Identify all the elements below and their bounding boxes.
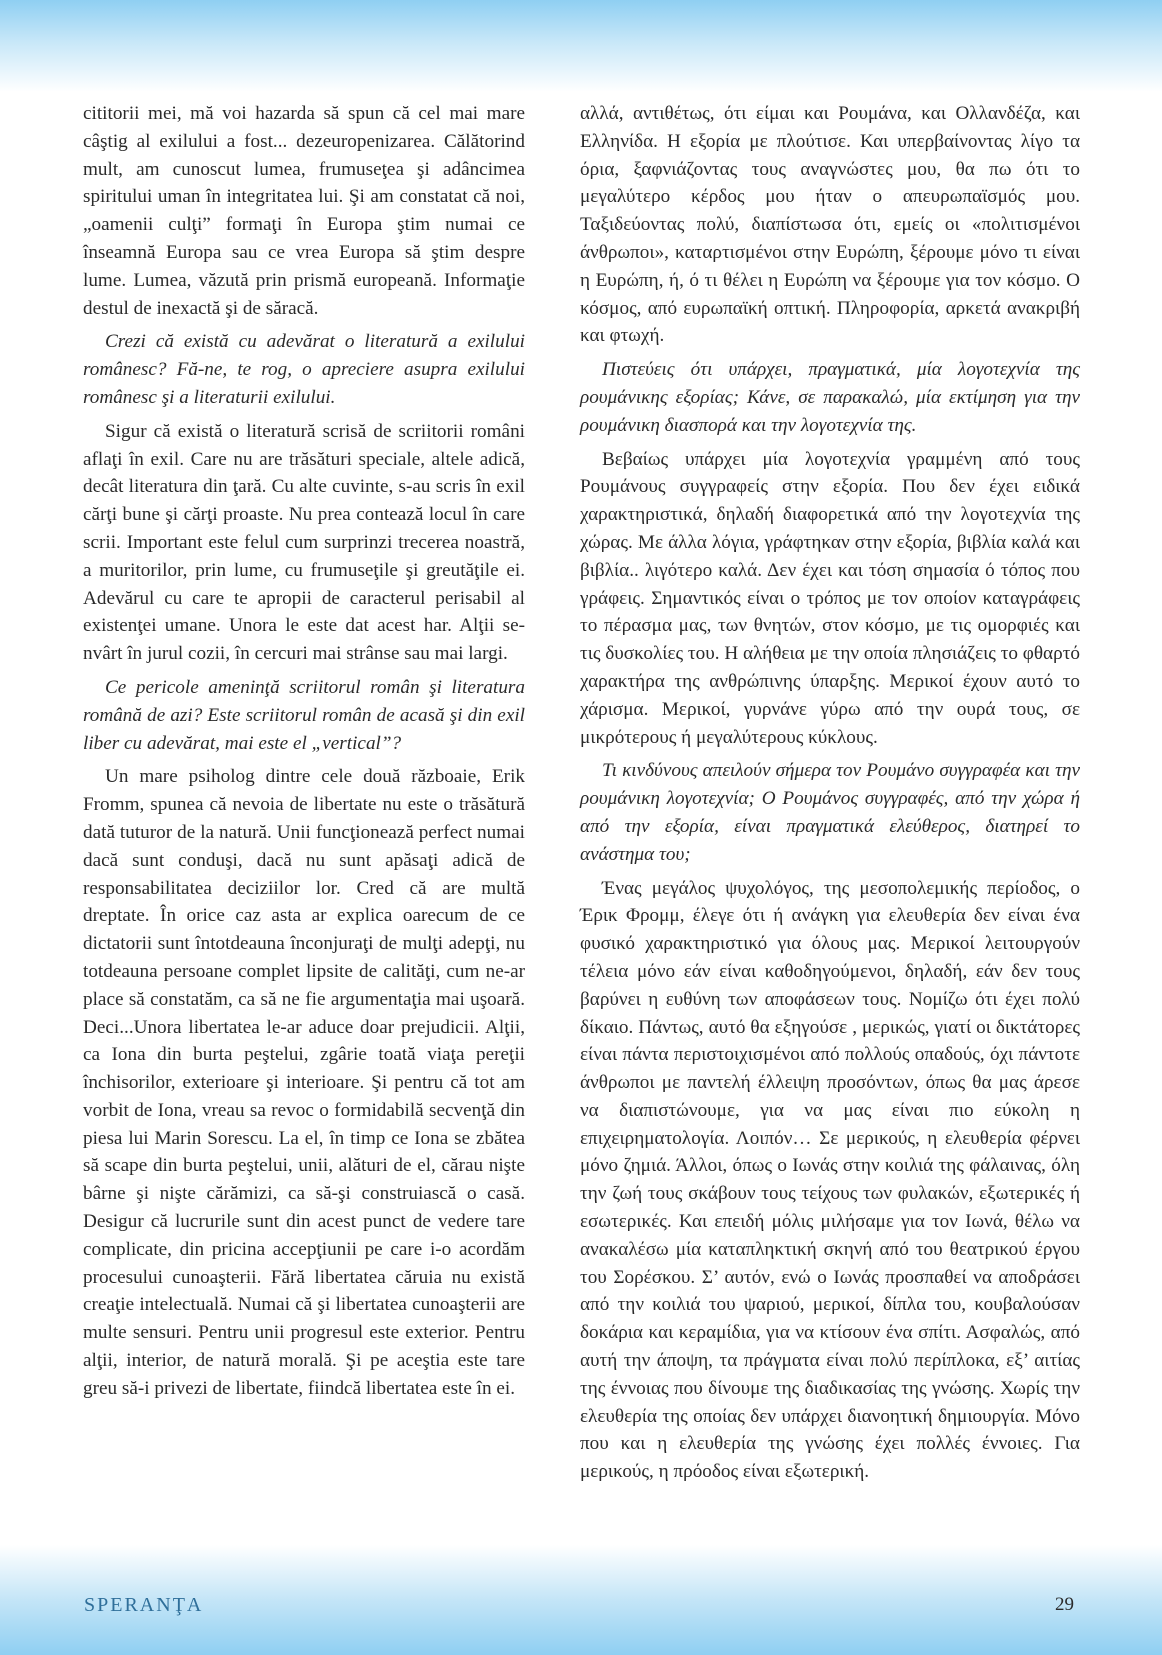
ro-answer-2: Un mare psiholog dintre cele două războaie, Erik Fromm, spunea că nevoia de libertate nu este o trăsătură dată tuturor de la natură. Unii funcţionează perfect numai dacă sunt conduşi, dacă nu sunt apăsaţi adică de responsabilitatea deciziilor lor. Cred că are multă dreptate. În orice caz asta ar explica oarecum de ce dictatorii sunt întotdeauna înconjuraţi de mulţi adepţi, nu totdeauna persoane complet lipsite de calităţi, cum ne-ar place să constatăm, ca să ne fie argumentaţia mai uşoară. Deci...Unora libertatea le-ar aduce doar prejudicii. Alţii, ca Iona din burta peştelui, zgârie toată viaţa pereţii închisorilor, exterioare şi interioare. Şi pentru că tot am vorbit de Iona, vreau sa revoc o formidabilă secvenţă din piesa lui Marin Sorescu. La el, în timp ce Iona se zbătea să scape din burta peştelui, unii, alături de el, cărau nişte bârne şi nişte cărămizi, ca să-şi construiască o casă. Desigur că lucrurile sunt din acest punct de vedere tare complicate, din pricina accepţiunii pe care i-o acordăm procesului cunoaşterii. Fără libertatea căruia nu există creaţie intelectuală. Numai că şi libertatea cunoaşterii are multe sensuri. Pentru unii progresul este exterior. Pentru alţii, interior, de natură morală. Şi pe aceştia este tare greu să-i privezi de libertate, fiindcă libertatea este în ei. — [83, 766, 525, 1399]
top-decorative-band — [0, 0, 1162, 92]
gr-question-1: Πιστεύεις ότι υπάρχει, πραγματικά, μία λογοτεχνία της ρουμάνικης εξορίας; Κάνε, σε παρακαλώ, μία εκτίμηση για την ρουμάνικη διασπορά και την λογοτεχνία της. — [580, 359, 1080, 436]
gr-answer-1: Βεβαίως υπάρχει μία λογοτεχνία γραμμένη από τους Ρουμάνους συγγραφείς στην εξορία. Που δεν έχει ειδικά χαρακτηριστικά, δηλαδή διαφορετικά από την λογοτεχνία της χώρας. Με άλλα λόγια, γράφτηκαν στην εξορία, βιβλία καλά και βιβλία.. λιγότερο καλά. Δεν έχει και τόση σημασία ό τόπος που γράφεις. Σημαντικός είναι ο τρόπος με τον οποίον καταγράφεις το πέρασμα μας, των θνητών, στον κόσμο, με τις ομορφιές και τις δυσκολίες του. Η αλήθεια με την οποία πλησιάζεις το φθαρτό χαρακτήρα της ανθρώπινης ύπαρξης. Μερικοί έχουν αυτό το χάρισμα. Μερικοί, γυρνάνε γύρω από την ουρά τους, σε μικρότερους ή μεγαλύτερους κύκλους. — [580, 448, 1080, 748]
gr-question-2: Τι κινδύνους απειλούν σήμερα τον Ρουμάνο συγγραφέα και την ρουμάνικη λογοτεχνία; Ο Ρουμάνος συγγραφές, από την χώρα ή από την εξορία, είναι πραγματικά ελεύθερος, διατηρεί το ανάστημα του; — [580, 760, 1080, 865]
gr-paragraph-1: αλλά, αντιθέτως, ότι είμαι και Ρουμάνα, και Ολλανδέζα, και Ελληνίδα. Η εξορία με πλούτισε. Και υπερβαίνοντας λίγο τα όρια, ξαφνιάζοντας τους αναγνώστες μου, θα πω ότι το μεγαλύτερο κέρδος μου ήταν ο απευρωπαϊσμός μου. Ταξιδεύοντας πολύ, διαπίστωσα ότι, εμείς οι «πολιτισμένοι άνθρωποι», καταρτισμένοι στην Ευρώπη, ξέρουμε μόνο τι είναι η Ευρώπη, ή, ό τι θέλει η Ευρώπη να ξέρουμε για τον κόσμο. Ο κόσμος, από ευρωπαϊκή οπτική. Πληροφορία, αρκετά ανακριβή και φτωχή. — [580, 103, 1080, 347]
gr-answer-2: Ένας μεγάλος ψυχολόγος, της μεσοπολεμικής περίοδος, ο Έρικ Φρομμ, έλεγε ότι ή ανάγκη για ελευθερία δεν είναι ένα φυσικό χαρακτηριστικό για όλους μας. Μερικοί λειτουργούν τέλεια μόνο εάν είναι καθοδηγούμενοι, δηλαδή, εάν δεν τους βαρύνει η ευθύνη των αποφάσεων τους. Νομίζω ότι έχει πολύ δίκαιο. Πάντως, αυτό θα εξηγούσε , μερικώς, γιατί οι δικτάτορες είναι πάντα περιστοιχισμένοι από πολλούς οπαδούς, όχι πάντοτε άνθρωποι με παντελή έλλειψη προσόντων, όπως θα μας άρεσε να διαπιστώνουμε, για να μας είναι πιο εύκολη η επιχειρηματολογία. Λοιπόν… Σε μερικούς, η ελευθερία φέρνει μόνο ζημιά. Άλλοι, όπως ο Ιωνάς στην κοιλιά της φάλαινας, όλη την ζωή τους σκάβουν τους τείχους των φυλακών, εξωτερικές ή εσωτερικές. Και επειδή μόλις μιλήσαμε για τον Ιωνά, θέλω να ανακαλέσω μία καταπληκτική σκηνή από του θεατρικού έργου του Σορέσκου. Σ’ αυτόν, ενώ ο Ιωνάς προσπαθεί να αποδράσει από την κοιλιά του ψαριού, μερικοί, δίπλα του, κουβαλούσαν δοκάρια και κεραμίδια, για να κτίσουν ένα σπίτι. Ασφαλώς, από αυτή την άποψη, τα πράγματα είναι πολύ περίπλοκα, εξ’ αιτίας της έννοιας που δίνουμε της διαδικασίας της γνώσης. Χωρίς την ελευθερία της οποίας δεν υπάρχει διανοητική δημιουργία. Μόνο που και η ελευθερία της γνώσης έχει πολλές έννοιες. Για μερικούς, η πρόοδος είναι εξωτερική. — [580, 877, 1080, 1483]
greek-column — [580, 100, 1080, 1492]
romanian-column — [83, 100, 525, 1409]
ro-paragraph-1: cititorii mei, mă voi hazarda să spun că cel mai mare câştig al exilului a fost... dezeuropenizarea. Călătorind mult, am cunoscut lumea, frumuseţea şi adâncimea spiritului uman în integritatea lui. Şi am constatat că noi, „oamenii culţi” formaţi în Europa ştim numai ce înseamnă Europa sau ce vrea Europa să ştim despre lume. Lumea, văzută prin prismă europeană. Informaţie destul de inexactă şi de săracă. — [83, 103, 525, 319]
page-number: 29 — [1055, 1594, 1074, 1615]
ro-answer-1: Sigur că există o literatură scrisă de scriitorii români aflaţi în exil. Care nu are trăsături speciale, altele adică, decât literatura din ţară. Cu alte cuvinte, s-au scris în exil cărţi bune şi cărţi proaste. Nu prea contează locul în care scrii. Important este felul cum surprinzi trecerea noastră, a muritorilor, prin lume, cu frumuseţile şi greutăţile ei. Adevărul cu care te apropii de caracterul perisabil al existenţei umane. Unora le este dat acest har. Alţii se-nvârt în jurul cozii, în cercuri mai strânse sau mai largi. — [83, 420, 525, 665]
ro-question-1: Crezi că există cu adevărat o literatură a exilului românesc? Fă-ne, te rog, o apreciere asupra exilului românesc şi a literaturii exilului. — [83, 331, 525, 408]
ro-question-2: Ce pericole ameninţă scriitorul român şi literatura română de azi? Este scriitorul român de acasă şi din exil liber cu adevărat, mai este el „vertical”? — [83, 676, 525, 754]
magazine-title: SPERANŢA — [84, 1594, 204, 1616]
